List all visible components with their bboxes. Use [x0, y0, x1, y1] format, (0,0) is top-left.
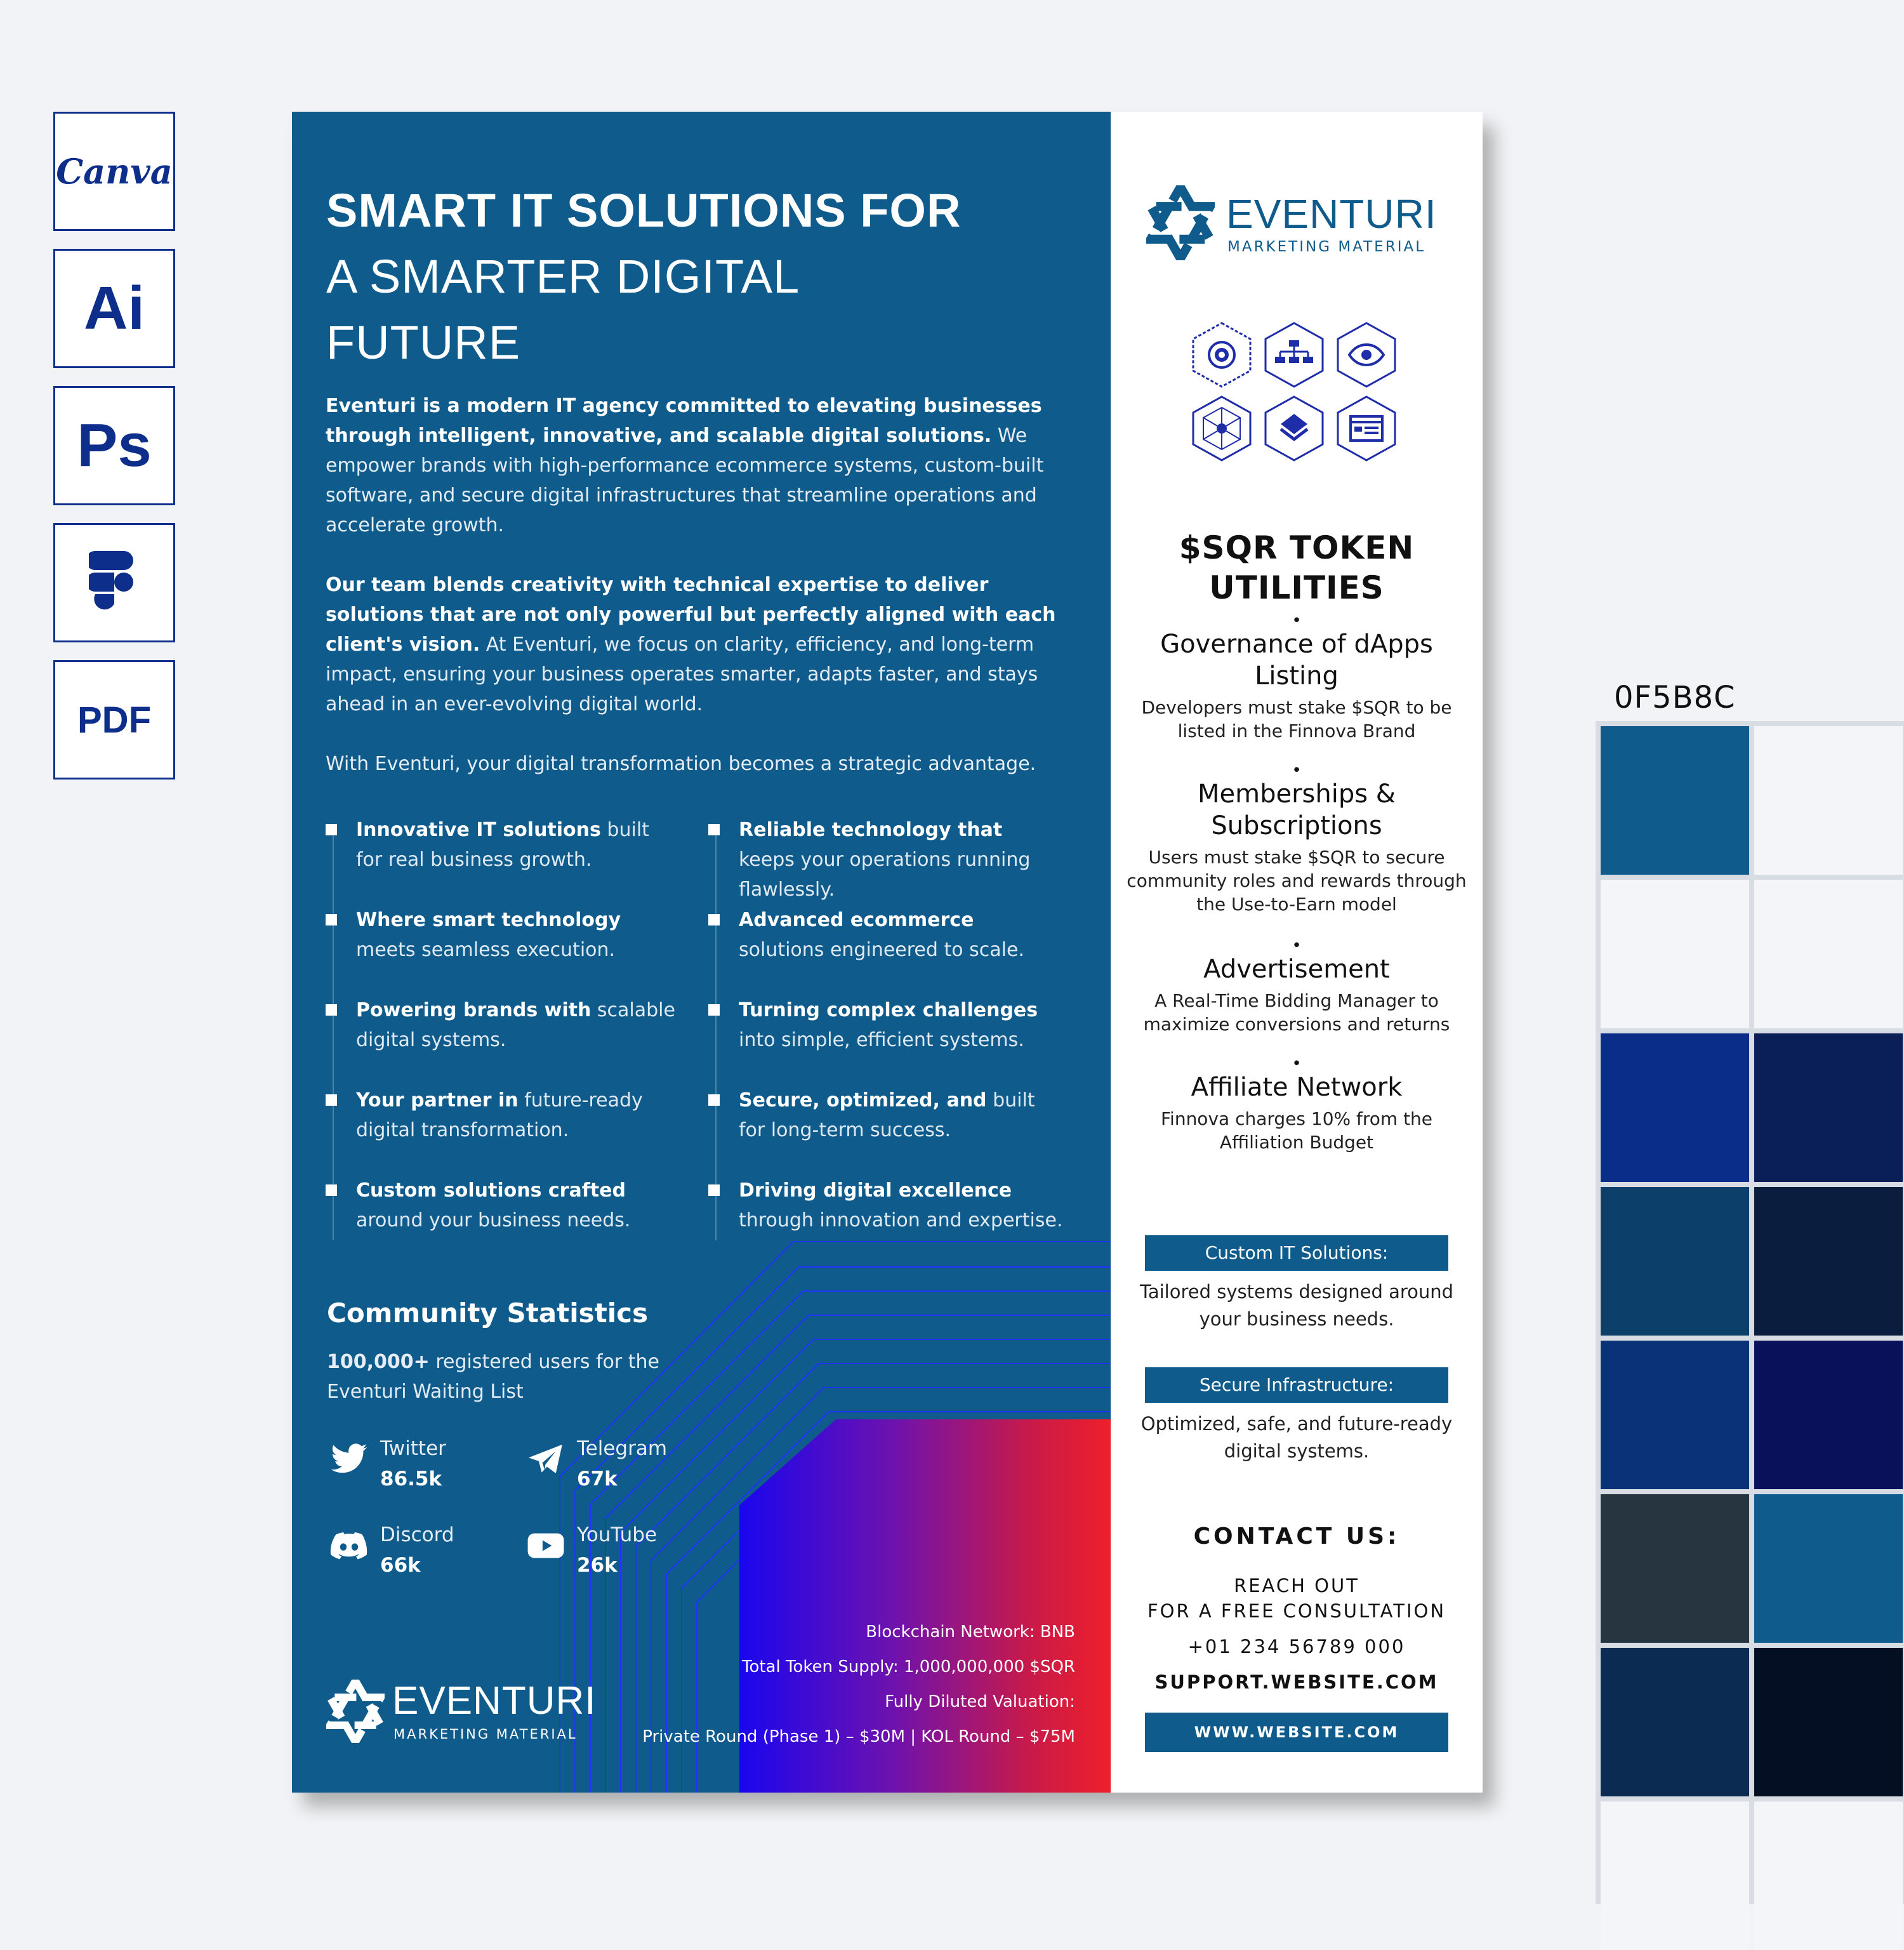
color-swatch: [1754, 1341, 1903, 1489]
color-swatch: [1601, 726, 1749, 875]
utility-heading: Memberships & Subscriptions: [1198, 779, 1396, 840]
discord-icon: [327, 1526, 371, 1565]
format-badges: [53, 112, 178, 797]
telegram-icon: [524, 1440, 568, 1479]
ai-label: Ai: [84, 274, 145, 342]
brand-name: EVENTURI: [1226, 191, 1437, 237]
intro-p2-rest: At Eventuri, we focus on clarity, efficiency, and long-term impact, ensuring your business operates smarter, adapts faster, and stays ahead in an ever-evolving digital world.: [326, 633, 1038, 715]
contact-line1: REACH OUT: [1234, 1575, 1359, 1596]
bullet-text: solutions engineered to scale.: [739, 939, 1024, 961]
layers-icon: [1263, 395, 1325, 462]
headline-line1: SMART IT SOLUTIONS FOR: [326, 184, 962, 237]
social-name: Discord: [380, 1523, 454, 1546]
bullet-text: future-ready digital transformation.: [356, 1089, 643, 1141]
color-swatch: [1601, 1494, 1749, 1643]
bullet-bold: Reliable technology that: [739, 819, 1003, 841]
social-count: 26k: [577, 1554, 618, 1577]
bullet-dot: •: [1292, 611, 1302, 630]
color-swatch: [1601, 880, 1749, 1028]
bullet-bold: Innovative IT solutions: [356, 819, 601, 841]
color-swatch: [1754, 1033, 1903, 1182]
canva-label: Canva: [56, 151, 173, 192]
color-palette: [1596, 721, 1904, 1904]
contact-block: [1123, 1573, 1470, 1695]
contact-email: SUPPORT.WEBSITE.COM: [1154, 1671, 1439, 1693]
utility-heading: Advertisement: [1203, 955, 1390, 984]
intro-paragraph-3: With Eventuri, your digital transformation becomes a strategic advantage.: [326, 753, 1036, 775]
bullet-bold: Driving digital excellence: [739, 1179, 1012, 1202]
utility-text: Finnova charges 10% from the Affiliation Budget: [1160, 1108, 1433, 1153]
star-logo-icon: [1146, 185, 1215, 260]
bullet-dot: •: [1292, 936, 1302, 955]
color-swatch: [1601, 1801, 1749, 1950]
color-swatch: [1601, 1648, 1749, 1796]
right-panel: [1111, 112, 1483, 1793]
bullet-bold: Advanced ecommerce: [739, 909, 974, 931]
utility-item: [1123, 938, 1470, 1036]
utility-heading: Governance of dApps Listing: [1160, 630, 1433, 691]
bullet-bold: Secure, optimized, and: [739, 1089, 987, 1111]
token-rounds: Private Round (Phase 1) – $30M | KOL Round – $75M: [642, 1727, 1075, 1746]
users-count: 100,000+: [327, 1351, 430, 1373]
bullet-text: scalable digital systems.: [356, 999, 675, 1051]
bullet-bold: Custom solutions crafted: [356, 1179, 626, 1202]
social-telegram: [524, 1437, 714, 1507]
bullet-dot: •: [1292, 1054, 1302, 1073]
canva-badge: [53, 112, 175, 231]
brand-tagline: MARKETING MATERIAL: [393, 1727, 578, 1742]
token-supply: Total Token Supply: 1,000,000,000 $SQR: [741, 1657, 1075, 1676]
flyer-document: [292, 112, 1483, 1793]
dashboard-icon: [1335, 395, 1398, 462]
pdf-badge: [53, 660, 175, 779]
color-swatch: [1754, 1187, 1903, 1336]
service-text-secure: Optimized, safe, and future-ready digital systems.: [1140, 1413, 1453, 1462]
social-count: 66k: [380, 1554, 421, 1577]
utility-item: [1123, 613, 1470, 743]
intro-p1-bold: Eventuri is a modern IT agency committed to elevating businesses through intelligent, innovative, and scalable digital solutions.: [326, 395, 1042, 447]
utility-text: Developers must stake $SQR to be listed in the Finnova Brand: [1141, 697, 1452, 741]
figma-badge: [53, 523, 175, 642]
service-label-custom: Custom IT Solutions:: [1145, 1235, 1448, 1271]
illustrator-badge: [53, 249, 175, 368]
bullet-text: built for real business growth.: [356, 819, 649, 871]
target-icon: [1191, 321, 1253, 388]
bullet-dot: •: [1292, 761, 1302, 780]
bullet-bold: Turning complex challenges: [739, 999, 1038, 1021]
color-swatch: [1754, 1648, 1903, 1796]
brand-logo-footer: [326, 1676, 605, 1746]
social-count: 67k: [577, 1468, 618, 1490]
utilities-title-line2: UTILITIES: [1209, 569, 1384, 606]
utility-item: [1123, 1056, 1470, 1154]
service-text-custom: Tailored systems designed around your business needs.: [1139, 1281, 1454, 1330]
bullet-text: around your business needs.: [356, 1209, 631, 1231]
figma-icon: [89, 551, 140, 614]
bullet-bold: Your partner in: [356, 1089, 519, 1111]
community-users: [327, 1347, 682, 1407]
bullet-text: into simple, efficient systems.: [739, 1029, 1024, 1051]
token-info: [642, 1615, 1075, 1754]
contact-title: CONTACT US:: [1193, 1523, 1400, 1549]
utility-text: A Real-Time Bidding Manager to maximize conversions and returns: [1143, 990, 1450, 1035]
social-name: Twitter: [380, 1437, 446, 1460]
brand-name: EVENTURI: [392, 1679, 597, 1723]
photoshop-badge: [53, 386, 175, 505]
bullet-text: meets seamless execution.: [356, 939, 616, 961]
utilities-title: [1123, 528, 1470, 608]
palette-label: 0F5B8C: [1614, 680, 1736, 715]
color-swatch: [1601, 1033, 1749, 1182]
color-swatch: [1601, 1341, 1749, 1489]
intro-p2-bold: Our team blends creativity with technical expertise to deliver solutions that are not only powerful but perfectly aligned with each client's vision.: [326, 574, 1056, 656]
social-twitter: [327, 1437, 517, 1507]
service-label-secure: Secure Infrastructure:: [1145, 1367, 1448, 1403]
social-count: 86.5k: [380, 1468, 442, 1490]
brand-logo-header: [1146, 185, 1451, 262]
color-swatch: [1754, 1801, 1903, 1950]
social-name: YouTube: [577, 1523, 658, 1546]
ps-label: Ps: [77, 411, 152, 479]
headline-line3: FUTURE: [326, 316, 521, 369]
color-swatch: [1754, 1494, 1903, 1643]
youtube-icon: [524, 1526, 568, 1565]
star-logo-icon: [326, 1680, 385, 1743]
users-text: registered users for the Eventuri Waiting List: [327, 1351, 660, 1403]
sitemap-icon: [1263, 321, 1325, 388]
network-icon: [1191, 395, 1253, 462]
social-youtube: [524, 1523, 714, 1593]
bullet-text: built for long-term success.: [739, 1089, 1035, 1141]
utility-heading: Affiliate Network: [1191, 1073, 1403, 1102]
social-discord: [327, 1523, 517, 1593]
utility-item: [1123, 763, 1470, 916]
bullet-text: through innovation and expertise.: [739, 1209, 1063, 1231]
twitter-icon: [327, 1440, 371, 1479]
contact-phone: +01 234 56789 000: [1187, 1636, 1406, 1657]
token-network: Blockchain Network: BNB: [866, 1622, 1075, 1642]
community-title: Community Statistics: [327, 1297, 648, 1329]
left-panel: [292, 112, 1111, 1793]
color-swatch: [1754, 880, 1903, 1028]
color-swatch: [1754, 726, 1903, 875]
brand-tagline: MARKETING MATERIAL: [1227, 239, 1426, 255]
headline-line2: A SMARTER DIGITAL: [326, 250, 800, 303]
bullet-bold: Where smart technology: [356, 909, 621, 931]
pdf-label: PDF: [77, 699, 151, 741]
website-link[interactable]: WWW.WEBSITE.COM: [1145, 1713, 1448, 1752]
intro-p1-rest: We empower brands with high-performance ecommerce systems, custom-built software, and secure digital infrastructures that streamline operations and accelerate growth.: [326, 425, 1044, 536]
bullet-text: keeps your operations running flawlessly.: [739, 849, 1031, 901]
bullet-bold: Powering brands with: [356, 999, 592, 1021]
utility-text: Users must stake $SQR to secure community roles and rewards through the Use-to-Earn model: [1127, 847, 1467, 915]
social-name: Telegram: [577, 1437, 668, 1460]
utilities-title-line1: $SQR TOKEN: [1179, 529, 1415, 566]
token-valuation: Fully Diluted Valuation:: [885, 1692, 1075, 1711]
eye-icon: [1335, 321, 1398, 388]
contact-line2: FOR A FREE CONSULTATION: [1147, 1600, 1446, 1622]
color-swatch: [1601, 1187, 1749, 1336]
